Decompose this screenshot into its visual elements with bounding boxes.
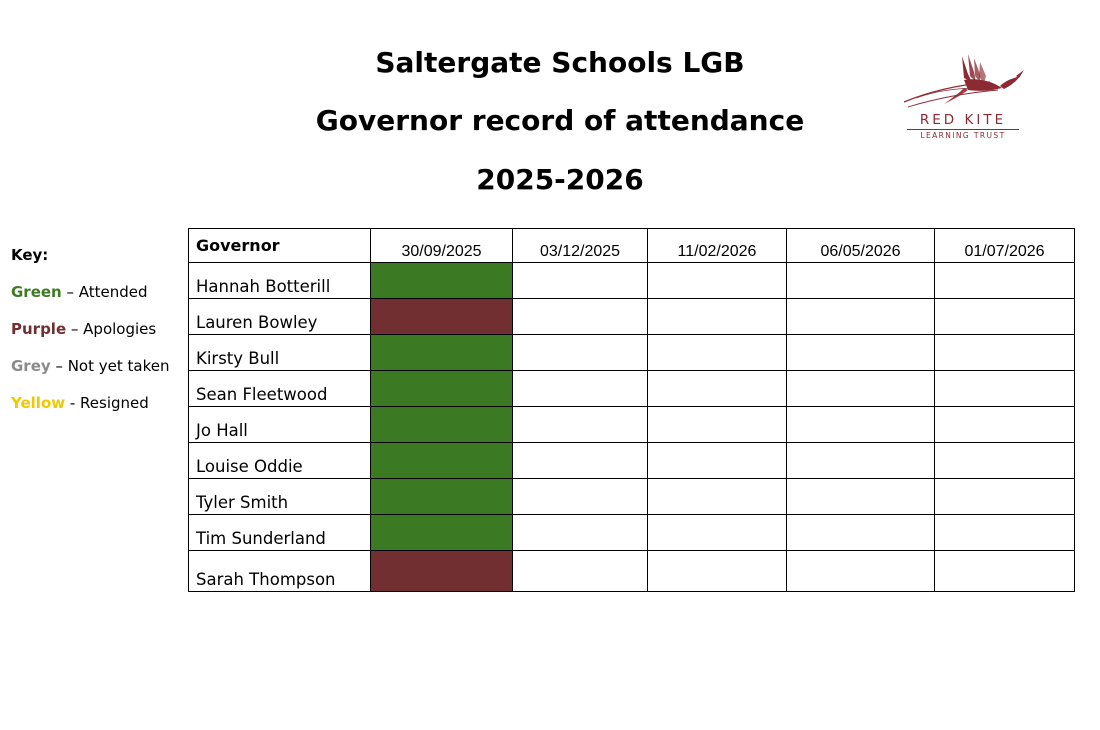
column-header-date: 30/09/2025: [371, 229, 513, 263]
document-title: Saltergate Schools LGB: [375, 46, 745, 79]
attendance-cell: [371, 479, 513, 515]
attendance-cell: [371, 371, 513, 407]
attendance-cell: [787, 443, 935, 479]
attendance-cell: [513, 443, 648, 479]
attendance-cell: [648, 263, 787, 299]
key-color-yellow: Yellow: [11, 394, 66, 412]
red-kite-bird-icon: [898, 52, 1028, 112]
logo-name: RED KITE: [919, 112, 1007, 128]
table-row: [189, 263, 1075, 299]
attendance-cell: [371, 551, 513, 592]
key-color-purple: Purple: [11, 320, 67, 338]
academic-year: 2025-2026: [476, 163, 644, 196]
key-desc-resigned: - Resigned: [65, 394, 149, 412]
key-item-not-yet-taken: [11, 353, 176, 379]
governor-name: Sean Fleetwood: [189, 371, 371, 407]
attendance-cell: [648, 407, 787, 443]
attendance-cell: [371, 263, 513, 299]
table-row: [189, 371, 1075, 407]
red-kite-logo: [898, 52, 1028, 144]
attendance-cell: [513, 299, 648, 335]
key-item-apologies: [11, 316, 176, 342]
attendance-cell: [513, 371, 648, 407]
attendance-cell: [648, 515, 787, 551]
table-row: [189, 551, 1075, 592]
attendance-cell: [935, 551, 1075, 592]
governor-name: Louise Oddie: [189, 443, 371, 479]
governor-name: Kirsty Bull: [189, 335, 371, 371]
table-row: [189, 407, 1075, 443]
attendance-cell: [371, 299, 513, 335]
attendance-cell: [513, 407, 648, 443]
attendance-cell: [371, 407, 513, 443]
governor-name: Tim Sunderland: [189, 515, 371, 551]
attendance-cell: [935, 443, 1075, 479]
governor-name: Tyler Smith: [189, 479, 371, 515]
attendance-cell: [787, 335, 935, 371]
attendance-cell: [935, 299, 1075, 335]
attendance-cell: [648, 479, 787, 515]
logo-divider: [907, 129, 1019, 130]
governor-name: Lauren Bowley: [189, 299, 371, 335]
attendance-cell: [787, 263, 935, 299]
key-heading: Key:: [11, 246, 49, 264]
attendance-cell: [935, 479, 1075, 515]
attendance-cell: [787, 551, 935, 592]
attendance-cell: [513, 551, 648, 592]
key-item-resigned: [11, 390, 176, 416]
attendance-cell: [787, 479, 935, 515]
document-subtitle: Governor record of attendance: [315, 104, 805, 137]
attendance-cell: [787, 515, 935, 551]
table-row: [189, 299, 1075, 335]
attendance-cell: [648, 299, 787, 335]
column-header-date: 06/05/2026: [787, 229, 935, 263]
table-row: [189, 479, 1075, 515]
key-color-green: Green: [11, 283, 62, 301]
column-header-governor: Governor: [189, 229, 371, 263]
key-desc-not-yet-taken: – Not yet taken: [50, 357, 170, 375]
table-row: [189, 443, 1075, 479]
attendance-key: [11, 242, 176, 427]
table-row: [189, 335, 1075, 371]
attendance-cell: [648, 371, 787, 407]
column-header-date: 03/12/2025: [513, 229, 648, 263]
governor-name: Hannah Botterill: [189, 263, 371, 299]
attendance-cell: [935, 263, 1075, 299]
logo-subtitle: LEARNING TRUST: [920, 131, 1006, 140]
attendance-table: [188, 228, 1075, 592]
table-row: [189, 515, 1075, 551]
governor-name: Sarah Thompson: [189, 551, 371, 592]
key-desc-apologies: – Apologies: [66, 320, 157, 338]
key-item-attended: [11, 279, 176, 305]
attendance-cell: [787, 299, 935, 335]
table-header-row: [189, 229, 1075, 263]
attendance-cell: [513, 263, 648, 299]
attendance-cell: [371, 335, 513, 371]
key-desc-attended: – Attended: [61, 283, 148, 301]
attendance-cell: [513, 335, 648, 371]
attendance-cell: [787, 407, 935, 443]
attendance-cell: [935, 515, 1075, 551]
attendance-cell: [648, 551, 787, 592]
attendance-cell: [371, 443, 513, 479]
attendance-cell: [513, 515, 648, 551]
attendance-cell: [787, 371, 935, 407]
attendance-cell: [648, 335, 787, 371]
attendance-cell: [935, 371, 1075, 407]
column-header-date: 11/02/2026: [648, 229, 787, 263]
key-color-grey: Grey: [11, 357, 51, 375]
attendance-cell: [935, 407, 1075, 443]
governor-name: Jo Hall: [189, 407, 371, 443]
attendance-cell: [935, 335, 1075, 371]
attendance-cell: [513, 479, 648, 515]
attendance-cell: [648, 443, 787, 479]
column-header-date: 01/07/2026: [935, 229, 1075, 263]
attendance-cell: [371, 515, 513, 551]
